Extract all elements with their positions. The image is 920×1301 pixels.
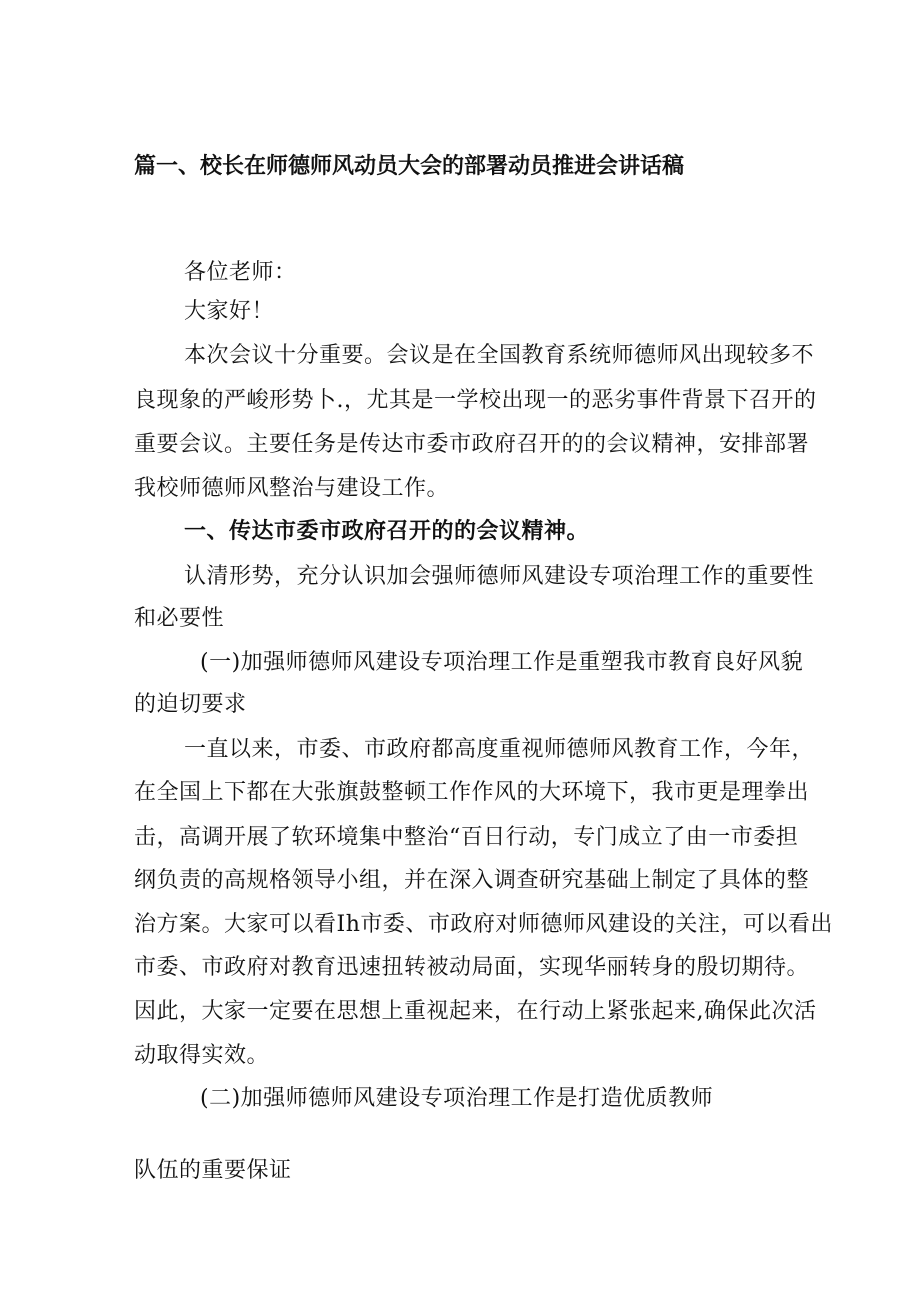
- section-1-line-2: 和必要性: [134, 606, 225, 631]
- subsection-1-line-1: (一)加强师德师风建设专项治理工作是重塑我市教育良好风貌: [200, 650, 804, 675]
- body-line-2: 在全国上下都在大张旗鼓整顿工作作风的大环境下，我市更是理拳出: [134, 780, 810, 805]
- body-line-6: 市委、市政府对教育迅速扭转被动局面，实现华丽转身的殷切期待。: [134, 955, 810, 980]
- salutation: 各位老师：: [184, 260, 297, 285]
- intro-line-3: 重要会议。主要任务是传达市委市政府召开的的会议精神，安排部署: [134, 432, 810, 457]
- intro-line-2: 良现象的严峻形势卜.，尤其是一学校出现一的恶劣事件背景下召开的: [134, 388, 817, 413]
- document-title: 篇一、校长在师德师风动员大会的部署动员推进会讲话稿: [134, 153, 685, 179]
- body-line-8: 动取得实效。: [134, 1043, 270, 1068]
- body-line-7: 因此，大家一定要在思想上重视起来，在行动上紧张起来,确保此次活: [134, 999, 817, 1024]
- body-line-1: 一直以来，市委、市政府都高度重视师德师风教育工作，今年，: [184, 737, 815, 762]
- body-line-5: 治方案。大家可以看Ih市委、市政府对师德师风建设的关注，可以看出: [134, 912, 833, 937]
- intro-line-1: 本次会议十分重要。会议是在全国教育系统师德师风出现较多不: [184, 343, 815, 368]
- subsection-1-line-2: 的迫切要求: [134, 692, 247, 717]
- greeting: 大家好！: [184, 299, 275, 324]
- section-1-heading: 一、传达市委市政府召开的的会议精神。: [184, 518, 590, 544]
- body-line-3: 击，高调开展了软环境集中整治“百日行动，专门成立了由一市委担: [134, 825, 799, 850]
- subsection-2-line-1: (二)加强师德师风建设专项治理工作是打造优质教师: [200, 1086, 714, 1111]
- section-1-line-1: 认清形势，充分认识加会强师德师风建设专项治理工作的重要性: [184, 564, 815, 589]
- body-line-4: 纲负责的高规格领导小组，并在深入调查研究基础上制定了具体的整: [134, 868, 810, 893]
- subsection-2-line-2: 队伍的重要保证: [134, 1158, 292, 1183]
- intro-line-4: 我校师德师风整治与建设工作。: [134, 476, 450, 501]
